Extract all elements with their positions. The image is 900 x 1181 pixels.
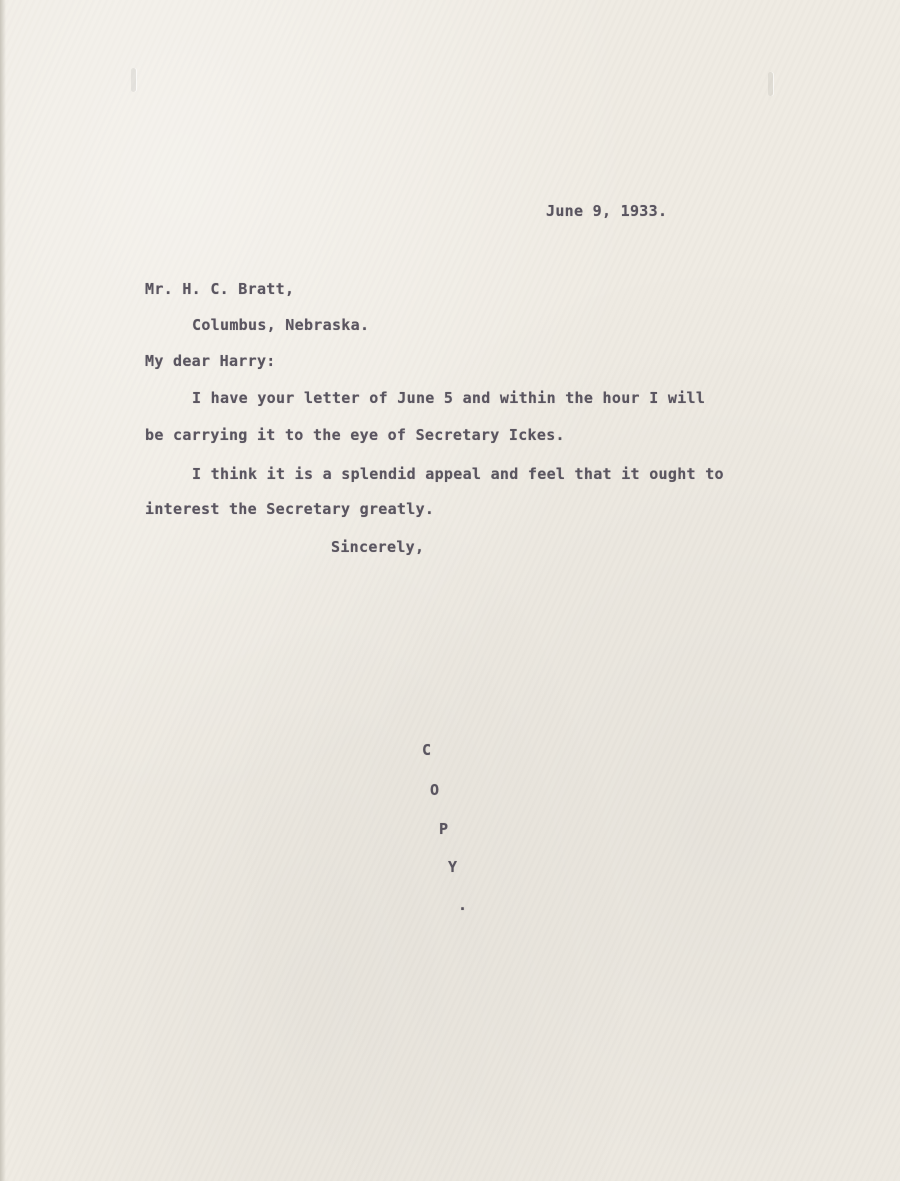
salutation: My dear Harry: xyxy=(145,352,276,370)
copy-mark-letter: . xyxy=(458,896,468,914)
body-line: interest the Secretary greatly. xyxy=(145,500,435,518)
punch-mark-right xyxy=(768,72,773,96)
closing: Sincerely, xyxy=(331,538,425,556)
recipient-name: Mr. H. C. Bratt, xyxy=(145,280,295,298)
body-line: be carrying it to the eye of Secretary Ickes. xyxy=(145,426,565,444)
copy-mark-letter: C xyxy=(422,741,432,759)
body-line: I think it is a splendid appeal and feel that it ought to xyxy=(192,465,724,483)
copy-mark-letter: P xyxy=(439,820,449,838)
recipient-place: Columbus, Nebraska. xyxy=(192,316,370,334)
copy-mark-letter: O xyxy=(430,781,440,799)
copy-mark-letter: Y xyxy=(448,858,458,876)
punch-mark-left xyxy=(131,68,136,92)
body-line: I have your letter of June 5 and within the hour I will xyxy=(192,389,706,407)
paper-edge xyxy=(0,0,6,1181)
letter-date: June 9, 1933. xyxy=(546,202,668,220)
